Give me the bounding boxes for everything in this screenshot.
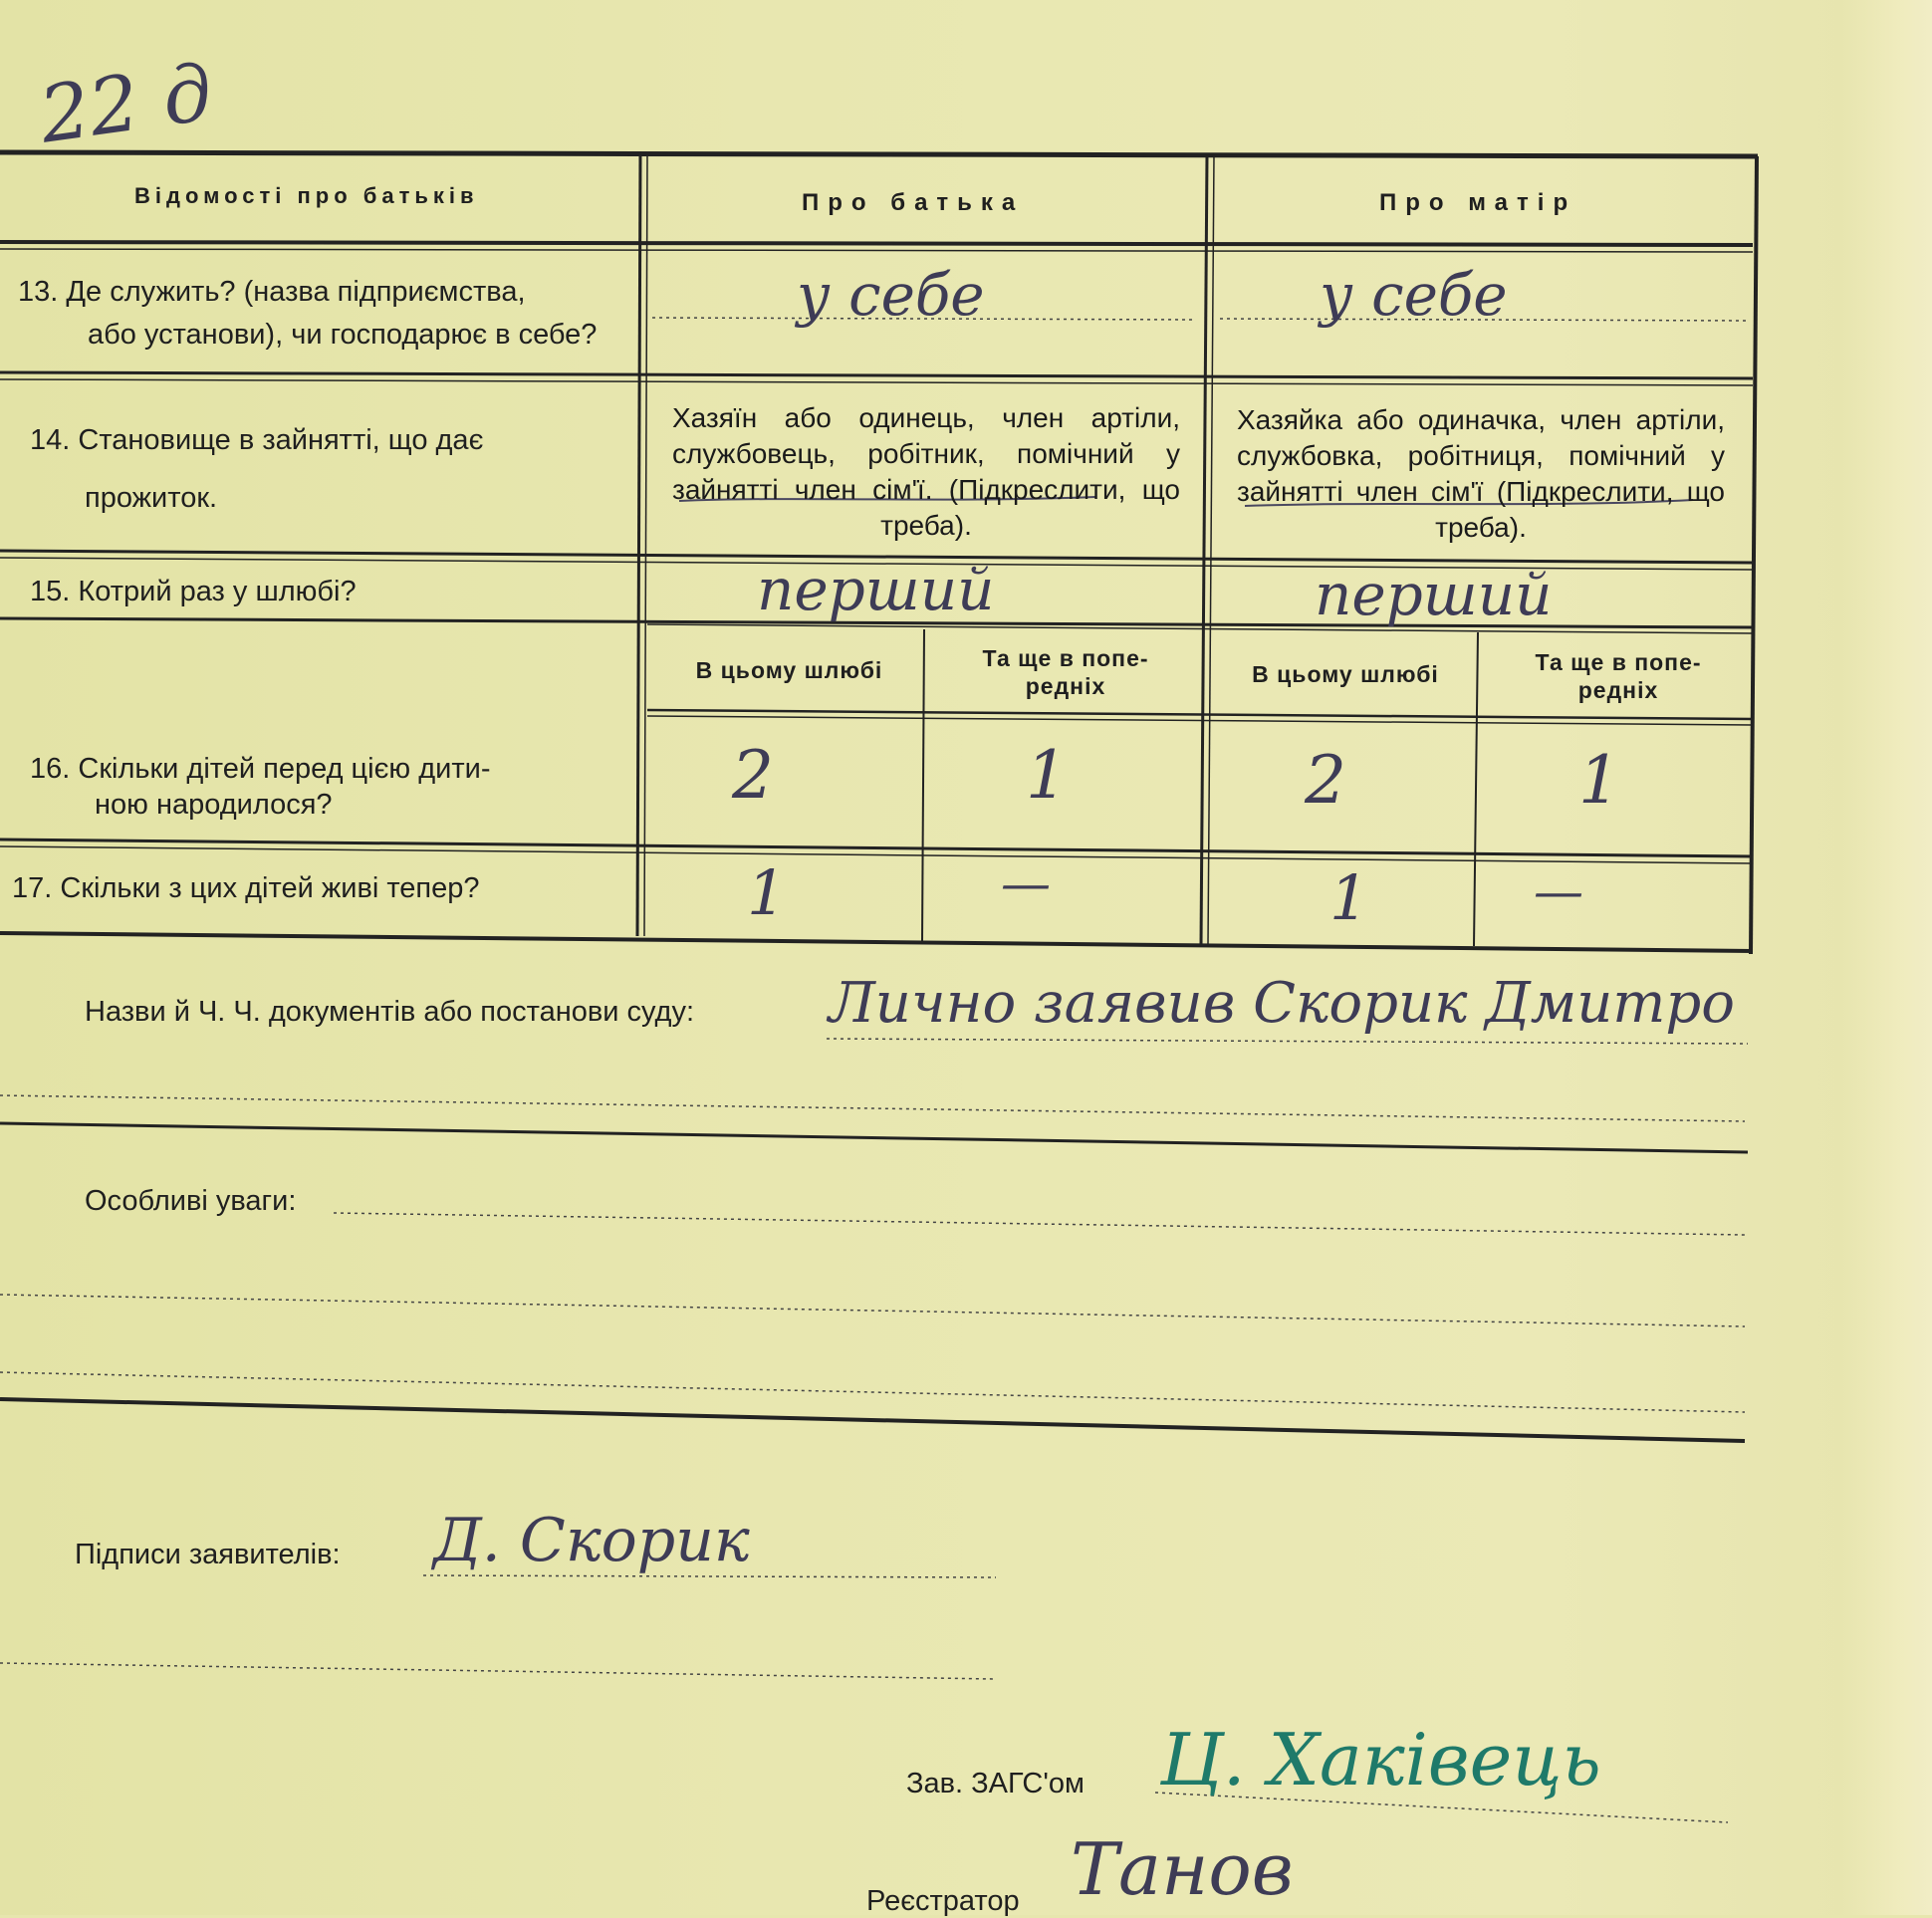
q14-father-text: Хазяїн або одинець, член артіли, службовець, робітник, помічний у зайнятті член сім'ї. xyxy=(672,402,1180,505)
q15-mother-value: перший xyxy=(1315,561,1553,628)
q17-mother-this: 1 xyxy=(1329,861,1369,934)
registrar-signature: Танов xyxy=(1071,1827,1294,1911)
father-this-marriage-header: В цьому шлюбі xyxy=(695,657,883,683)
q14-label-line2: прожиток. xyxy=(85,482,218,514)
q13-label-line1: 13. Де служить? (назва підприємства, xyxy=(18,276,526,308)
q16-label-line2: ною народилося? xyxy=(95,789,333,821)
q13-father-value: у себе xyxy=(797,261,985,329)
registry-head-signature: Ц. Хаківець xyxy=(1160,1718,1601,1801)
header-father: Про батька xyxy=(802,189,1025,216)
q14-mother-options xyxy=(1237,402,1725,546)
q15-label: 15. Котрий раз у шлюбі? xyxy=(30,576,357,607)
q15-father-value: перший xyxy=(757,556,995,623)
q16-mother-prev: 1 xyxy=(1578,742,1620,819)
father-previous-header-line1: Та ще в попе- xyxy=(982,645,1149,671)
q17-label: 17. Скільки з цих дітей живі тепер? xyxy=(12,872,480,904)
mother-this-marriage-header: В цьому шлюбі xyxy=(1252,661,1439,687)
q16-mother-this: 2 xyxy=(1305,742,1346,819)
applicants-signature-label: Підписи заявителів: xyxy=(75,1539,341,1570)
q14-mother-text: Хазяйка або одиначка, член артіли, службовка, робітниця, помічний у зайнятті член сім'ї xyxy=(1237,404,1725,507)
mother-previous-header-line2: редніх xyxy=(1577,677,1659,703)
q16-label-line1: 16. Скільки дітей перед цією дити- xyxy=(30,753,491,785)
q13-label-line2: або установи), чи господарює в себе? xyxy=(88,319,598,351)
documents-label: Назви й Ч. Ч. документів або постанови суду: xyxy=(85,996,695,1028)
q14-father-note: (Підкреслити, що треба). xyxy=(880,474,1180,541)
q13-mother-value: у себе xyxy=(1320,261,1508,329)
page-number-note: 22 д xyxy=(34,48,218,161)
registrar-label: Реєстратор xyxy=(866,1885,1020,1917)
remarks-label: Особливі уваги: xyxy=(85,1185,297,1217)
q14-label-line1: 14. Становище в зайнятті, що дає xyxy=(30,424,484,456)
applicants-signature: Д. Скорик xyxy=(433,1506,750,1575)
q14-father-options xyxy=(672,400,1180,544)
mother-previous-header-line1: Та ще в попе- xyxy=(1535,649,1702,675)
registry-head-label: Зав. ЗАГС'ом xyxy=(906,1768,1085,1799)
q17-father-this: 1 xyxy=(747,856,787,929)
q17-father-prev: — xyxy=(1001,854,1051,912)
header-parents-info: Відомості про батьків xyxy=(134,183,479,208)
q16-father-prev: 1 xyxy=(1026,737,1068,814)
father-previous-header-line2: редніх xyxy=(1025,673,1106,699)
header-mother: Про матір xyxy=(1379,189,1577,216)
documents-value: Лично заявив Скорик Дмитро xyxy=(829,971,1735,1036)
q16-father-this: 2 xyxy=(732,737,774,814)
q17-mother-prev: — xyxy=(1534,862,1583,920)
q14-mother-note: (Підкреслити, що треба). xyxy=(1435,476,1726,543)
